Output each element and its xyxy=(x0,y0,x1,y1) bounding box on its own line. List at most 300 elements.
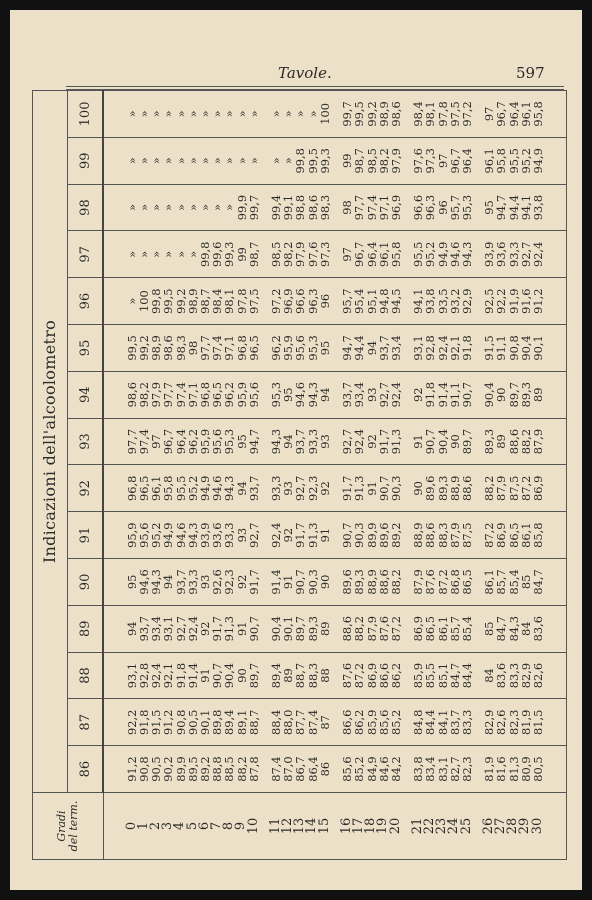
row-label-line: Gradi xyxy=(54,810,68,842)
table-cell: 98,1 xyxy=(423,101,438,127)
table-cell: 90,8 xyxy=(137,756,152,782)
table-cell: 87,9 xyxy=(447,522,462,548)
table-cell: 96,1 xyxy=(376,241,391,268)
table-cell: 89 xyxy=(317,621,332,636)
table-cell: 87,2 xyxy=(352,662,367,689)
table-cell: 98 xyxy=(340,200,355,215)
table-cell: 87,5 xyxy=(459,522,474,548)
table-cell: 98,3 xyxy=(317,194,332,221)
table-cell: 92,4 xyxy=(269,522,284,548)
table-cell: 88,9 xyxy=(447,475,462,502)
table-cell: 91,8 xyxy=(459,335,474,361)
table-cell: 96,4 xyxy=(364,241,379,268)
value-column xyxy=(103,605,567,652)
table-cell: 84,2 xyxy=(388,756,403,782)
table-cell: 95,1 xyxy=(364,288,379,314)
table-cell: » xyxy=(124,250,139,258)
table-cell: 86 xyxy=(317,761,332,777)
table-cell: » xyxy=(124,157,139,165)
table-cell: 97,4 xyxy=(364,194,379,221)
table-cell: 94,7 xyxy=(246,428,261,455)
table-cell: 92,9 xyxy=(459,288,474,314)
table-cell: 91,1 xyxy=(494,335,509,361)
table-cell: 87,2 xyxy=(435,569,450,595)
table-cell: 91,2 xyxy=(124,756,139,782)
table-cell: 91 xyxy=(198,668,213,683)
table-cell: » xyxy=(293,110,308,118)
table-cell: 95,9 xyxy=(281,335,296,361)
table-cell: 96,4 xyxy=(173,428,188,455)
table-cell: 83,3 xyxy=(506,662,521,689)
table-cell: 87,2 xyxy=(388,616,403,642)
table-cell: 85,9 xyxy=(364,709,379,735)
table-cell: 99 xyxy=(340,153,355,168)
table-cell: 88,3 xyxy=(435,522,450,548)
table-cell: 97,7 xyxy=(352,194,367,221)
table-cell: 97 xyxy=(340,247,355,262)
table-cell: 2 xyxy=(148,821,163,831)
table-cell: 94,6 xyxy=(173,522,188,548)
table-cell: » xyxy=(124,204,139,212)
table-cell: 81,5 xyxy=(530,709,545,735)
value-column xyxy=(103,231,567,278)
table-cell: 97,1 xyxy=(185,382,200,408)
table-cell: 89,3 xyxy=(482,428,497,455)
table-cell: 99,5 xyxy=(352,101,367,127)
table-cell: 25 xyxy=(458,817,474,835)
table-cell: 95,3 xyxy=(305,335,320,361)
table-cell: 84 xyxy=(482,668,497,683)
table-cell: 88,6 xyxy=(376,569,391,595)
table-cell: 96,5 xyxy=(137,475,152,502)
table-cell: 92,4 xyxy=(530,241,545,268)
table-cell: 89,4 xyxy=(222,709,237,735)
table-cell: 98,2 xyxy=(376,148,391,174)
table-cell: 90,1 xyxy=(530,335,545,361)
table-cell: 96,2 xyxy=(222,382,237,408)
table-cell: 98,2 xyxy=(281,241,296,268)
table-cell: » xyxy=(124,297,139,305)
table-cell: 28 xyxy=(505,817,521,835)
table-cell: 95,6 xyxy=(137,522,152,548)
table-cell: » xyxy=(281,157,296,165)
value-column xyxy=(103,278,567,325)
table-cell: 88,6 xyxy=(506,428,521,455)
table-cell: 83,7 xyxy=(447,709,462,735)
table-cell: 89 xyxy=(530,387,545,402)
table-cell: 96,4 xyxy=(506,101,521,127)
table-cell: 89,6 xyxy=(376,522,391,548)
table-cell: 93,7 xyxy=(173,569,188,595)
table-cell: 86,9 xyxy=(364,662,379,689)
table-cell: » xyxy=(210,157,225,165)
table-cell: 99,8 xyxy=(149,288,164,314)
table-cell: 94,3 xyxy=(459,241,474,268)
table-cell: » xyxy=(161,204,176,212)
table-cell: 92,4 xyxy=(352,428,367,455)
table-cell: 89,9 xyxy=(173,756,188,782)
table-cell: 97,4 xyxy=(210,335,225,361)
table-cell: 90 xyxy=(317,574,332,590)
table-cell: 94,5 xyxy=(388,288,403,314)
table-cell: 90,8 xyxy=(506,335,521,361)
table-cell: 84,3 xyxy=(506,616,521,642)
table-cell: 98,9 xyxy=(149,335,164,361)
table-cell: » xyxy=(149,157,164,165)
table-cell: 98,7 xyxy=(198,288,213,314)
table-cell: 87,9 xyxy=(494,475,509,502)
table-cell: 15 xyxy=(316,817,332,835)
table-cell: 91,3 xyxy=(352,475,367,502)
table-cell: 95,6 xyxy=(293,335,308,361)
table-cell: 96,9 xyxy=(388,194,403,221)
table-cell: 96,1 xyxy=(482,148,497,174)
table-cell: 97,8 xyxy=(435,101,450,127)
table-cell: 99,7 xyxy=(246,194,261,221)
table-cell: 95,3 xyxy=(269,382,284,408)
table-cell: 93,8 xyxy=(423,288,438,314)
table-cell: 90 xyxy=(447,434,462,449)
column-header: 97 xyxy=(68,231,104,278)
table-cell: 93,4 xyxy=(149,616,164,642)
table-cell: 86,9 xyxy=(411,616,426,642)
table-cell: 96 xyxy=(317,293,332,309)
table-cell: 83,6 xyxy=(494,662,509,689)
table-cell: » xyxy=(305,110,320,118)
table-cell: 80,5 xyxy=(530,756,545,782)
table-cell: 85,4 xyxy=(506,569,521,595)
table-cell: 89,1 xyxy=(234,709,249,735)
table-cell: 99,3 xyxy=(317,148,332,174)
table-cell: 96,6 xyxy=(411,194,426,221)
table-cell: 97,4 xyxy=(137,428,152,455)
table-cell: 97,2 xyxy=(269,288,284,314)
table-cell: 86,5 xyxy=(506,522,521,548)
table-caption: Indicazioni dell'alcoolometro xyxy=(33,91,68,793)
table-cell: 94,6 xyxy=(293,382,308,408)
table-cell: 90,3 xyxy=(388,475,403,502)
table-cell: 97,3 xyxy=(423,148,438,174)
table-cell: 89 xyxy=(281,668,296,683)
table-cell: 86,1 xyxy=(482,569,497,595)
table-cell: 92,7 xyxy=(340,428,355,455)
table-cell: 7 xyxy=(209,821,225,831)
table-cell: 98,4 xyxy=(210,288,225,314)
table-cell: 93,1 xyxy=(124,662,139,689)
table-cell: 93,3 xyxy=(305,428,320,455)
table-cell: 87 xyxy=(317,715,332,730)
table-cell: 88,0 xyxy=(281,709,296,735)
table-cell: 90,2 xyxy=(161,756,176,782)
table-cell: 93,7 xyxy=(293,428,308,455)
table-cell: 89,8 xyxy=(210,709,225,735)
table-cell: 82,3 xyxy=(506,709,521,735)
table-cell: » xyxy=(246,157,261,165)
table-cell: 91,3 xyxy=(305,522,320,548)
table-cell: 93 xyxy=(281,481,296,496)
table-cell: 91,8 xyxy=(137,709,152,735)
table-cell: 88,2 xyxy=(352,616,367,642)
table-cell: 30 xyxy=(529,817,545,835)
table-cell: » xyxy=(210,110,225,118)
value-column xyxy=(103,559,567,606)
table-cell: 89,2 xyxy=(388,522,403,548)
table-cell: 90,4 xyxy=(482,382,497,408)
table-cell: 86,6 xyxy=(340,709,355,735)
table-cell: 88,2 xyxy=(482,475,497,502)
table-cell: 92,4 xyxy=(435,335,450,361)
table-cell: 87,0 xyxy=(281,756,296,782)
table-cell: » xyxy=(137,250,152,258)
column-header: 94 xyxy=(68,371,104,418)
table-cell: 89,3 xyxy=(518,382,533,408)
column-header: 90 xyxy=(68,559,104,606)
table-cell: 4 xyxy=(172,821,188,831)
table-cell: » xyxy=(161,110,176,118)
table-cell: 89,7 xyxy=(459,428,474,455)
table-cell: » xyxy=(234,110,249,118)
table-cell: 87,8 xyxy=(246,756,261,782)
table-cell: 93,3 xyxy=(222,522,237,548)
table-cell: 94,6 xyxy=(137,569,152,595)
table-cell: 94,6 xyxy=(447,241,462,268)
table-cell: 89,6 xyxy=(340,569,355,595)
table-cell: 93,7 xyxy=(137,616,152,642)
table-cell: 89,6 xyxy=(423,475,438,502)
table-cell: 96,1 xyxy=(149,475,164,502)
table-cell: 81,9 xyxy=(482,756,497,782)
table-cell: 94,3 xyxy=(305,382,320,408)
table-cell: » xyxy=(149,110,164,118)
table-cell: 0 xyxy=(123,821,139,831)
table-cell: 93,4 xyxy=(352,382,367,408)
table-cell: 9 xyxy=(233,821,249,831)
table-cell: 16 xyxy=(338,817,354,835)
table-cell: 95,9 xyxy=(198,428,213,455)
table-cell: 89,7 xyxy=(293,616,308,642)
table-cell: 94,1 xyxy=(411,288,426,314)
table-cell: 11 xyxy=(267,817,283,835)
column-header: 89 xyxy=(68,605,104,652)
value-column xyxy=(103,184,567,231)
table-cell: 91,7 xyxy=(293,522,308,548)
rotated-table-wrapper xyxy=(32,90,567,860)
table-cell: 94,3 xyxy=(222,475,237,502)
table-cell: 89,3 xyxy=(435,475,450,502)
table-cell: 90,8 xyxy=(173,709,188,735)
table-cell: 95,2 xyxy=(423,241,438,268)
column-header: 99 xyxy=(68,137,104,184)
table-cell: 91,7 xyxy=(246,569,261,595)
table-cell: 26 xyxy=(480,817,496,835)
table-cell: 99,2 xyxy=(137,335,152,361)
table-cell: 92,3 xyxy=(222,569,237,595)
value-column xyxy=(103,512,567,559)
table-cell: 84,8 xyxy=(411,709,426,735)
table-cell: 93,7 xyxy=(340,382,355,408)
table-cell: 90,4 xyxy=(222,662,237,689)
table-cell: 29 xyxy=(517,817,533,835)
table-cell: 88,3 xyxy=(305,662,320,689)
table-cell: 95,3 xyxy=(222,428,237,455)
table-cell: » xyxy=(222,110,237,118)
table-cell: » xyxy=(269,110,284,118)
table-cell: 98,6 xyxy=(305,194,320,221)
table-cell: 95 xyxy=(234,434,249,449)
table-cell: 87,2 xyxy=(482,522,497,548)
table-cell: 100 xyxy=(137,290,152,313)
table-cell: 96,7 xyxy=(447,148,462,174)
table-cell: 94,4 xyxy=(352,335,367,361)
table-cell: 92,8 xyxy=(137,662,152,689)
table-cell: 94 xyxy=(317,387,332,402)
table-cell: 95,9 xyxy=(234,382,249,408)
table-cell: 93,3 xyxy=(269,475,284,502)
table-cell: 90,7 xyxy=(376,475,391,502)
table-cell: 86,9 xyxy=(530,475,545,502)
table-cell: » xyxy=(137,204,152,212)
table-cell: 90,7 xyxy=(293,569,308,595)
table-cell: 82,7 xyxy=(447,756,462,782)
table-cell: 94,3 xyxy=(269,428,284,455)
table-cell: » xyxy=(137,110,152,118)
table-cell: 92,7 xyxy=(518,241,533,268)
table-cell: 94,9 xyxy=(161,522,176,548)
table-cell: 81,3 xyxy=(506,756,521,782)
table-cell: 90,1 xyxy=(198,709,213,735)
value-column xyxy=(103,652,567,699)
header-rule xyxy=(66,86,564,87)
table-cell: 97,7 xyxy=(161,382,176,408)
value-column xyxy=(103,371,567,418)
value-column xyxy=(103,91,567,138)
table-cell: 82,3 xyxy=(459,756,474,782)
table-cell: 23 xyxy=(434,817,450,835)
table-cell: 99,2 xyxy=(364,101,379,127)
table-cell: 89 xyxy=(494,434,509,449)
running-title: Tavole. xyxy=(278,64,332,82)
table-cell: 93,4 xyxy=(388,335,403,361)
value-column xyxy=(103,699,567,746)
table-cell: 93,9 xyxy=(482,241,497,268)
table-cell: 96,8 xyxy=(198,382,213,408)
table-cell: » xyxy=(185,250,200,258)
table-cell: 90,3 xyxy=(352,522,367,548)
table-cell: » xyxy=(222,204,237,212)
table-cell: 85,5 xyxy=(423,662,438,689)
table-cell: » xyxy=(185,157,200,165)
table-cell: 92,7 xyxy=(376,382,391,408)
table-cell: 90,5 xyxy=(149,756,164,782)
table-cell: 92,1 xyxy=(161,662,176,689)
table-cell: 85 xyxy=(518,574,533,590)
table-cell: 94,4 xyxy=(506,194,521,221)
table-cell: 18 xyxy=(363,817,379,835)
table-cell: 95 xyxy=(281,387,296,402)
table-cell: 94,8 xyxy=(376,288,391,314)
table-cell: 94 xyxy=(281,434,296,449)
table-cell: 92,3 xyxy=(305,475,320,502)
table-cell: 87,6 xyxy=(376,616,391,642)
table-cell: 89,2 xyxy=(198,756,213,782)
table-cell: 96 xyxy=(435,200,450,215)
table-cell: 91,3 xyxy=(388,428,403,455)
table-cell: 93 xyxy=(364,387,379,402)
table-cell: 98,5 xyxy=(269,241,284,268)
table-cell: 99,9 xyxy=(234,194,249,221)
table-cell: 94,3 xyxy=(185,522,200,548)
table-cell: 97 xyxy=(149,434,164,449)
table-cell: 89,3 xyxy=(305,616,320,642)
column-header: 86 xyxy=(68,746,104,793)
table-cell: 92 xyxy=(281,527,296,543)
table-cell: 86,5 xyxy=(459,569,474,595)
table-cell: 84,1 xyxy=(435,709,450,735)
table-cell: 91,7 xyxy=(210,616,225,642)
table-cell: » xyxy=(185,204,200,212)
table-cell: 98 xyxy=(185,340,200,356)
table-cell: 91 xyxy=(281,574,296,590)
table-cell: 97,2 xyxy=(459,101,474,127)
table-cell: 86,4 xyxy=(305,756,320,782)
table-cell: 95,5 xyxy=(411,241,426,268)
table-cell: 87,2 xyxy=(518,475,533,502)
table-cell: 97,3 xyxy=(317,241,332,268)
table-cell: 88,2 xyxy=(388,569,403,595)
table-cell: 92 xyxy=(198,621,213,636)
table-cell: 95,5 xyxy=(173,475,188,502)
table-cell: 6 xyxy=(196,821,212,831)
table-cell: 88,9 xyxy=(411,522,426,548)
page-number: 597 xyxy=(516,64,545,82)
table-cell: 91,9 xyxy=(506,288,521,314)
table-cell: 96,3 xyxy=(423,194,438,221)
table-cell: 98,9 xyxy=(376,101,391,127)
table-cell: 27 xyxy=(493,817,509,835)
table-cell: 93,5 xyxy=(435,288,450,314)
table-cell: 93,6 xyxy=(494,241,509,268)
table-cell: 90 xyxy=(494,387,509,402)
table-cell: 90,7 xyxy=(210,662,225,689)
table-cell: 91,7 xyxy=(340,475,355,502)
table-cell: 97,9 xyxy=(293,241,308,268)
table-cell: 95,8 xyxy=(530,101,545,127)
table-cell: 96,5 xyxy=(246,335,261,361)
table-cell: 97,8 xyxy=(234,288,249,314)
table-cell: 91,5 xyxy=(149,709,164,735)
table-cell: 81,6 xyxy=(494,756,509,782)
table-cell: » xyxy=(161,250,176,258)
table-cell: 93,3 xyxy=(506,241,521,268)
table-cell: 89,7 xyxy=(246,662,261,689)
table-cell: 97,9 xyxy=(149,382,164,408)
table-cell: 82,6 xyxy=(530,662,545,689)
table-cell: 88,4 xyxy=(269,709,284,735)
table-cell: 99,1 xyxy=(281,194,296,221)
table-cell: 88,6 xyxy=(423,522,438,548)
table-cell: 91,8 xyxy=(423,382,438,408)
table-cell: 87,6 xyxy=(340,662,355,689)
table-cell: 84,7 xyxy=(530,569,545,595)
table-cell: 92,6 xyxy=(210,569,225,595)
table-cell: 92,5 xyxy=(482,288,497,314)
table-cell: 80,9 xyxy=(518,756,533,782)
table-cell: 93 xyxy=(234,527,249,543)
table-cell: 99,8 xyxy=(198,241,213,268)
table-cell: 92,1 xyxy=(447,335,462,361)
column-header: 100 xyxy=(68,91,104,138)
table-cell: 14 xyxy=(304,817,320,835)
